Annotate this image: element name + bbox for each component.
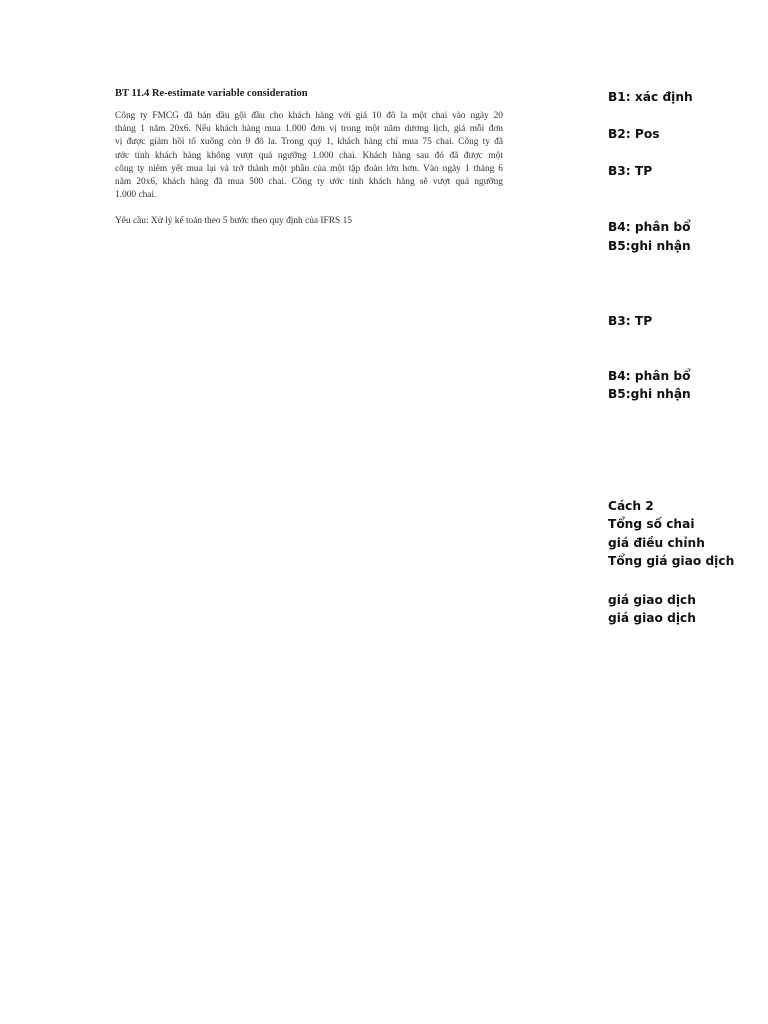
exercise-paragraph <box>115 110 503 202</box>
paragraph-line: ước tính khách hàng không vượt quá ngưỡng 1.000 chai. Khách hàng sau đó đã được một <box>115 150 503 161</box>
note-step-5: B5:ghi nhận <box>608 239 691 253</box>
paragraph-line: Công ty FMCG đã bán dầu gội đầu cho khách hàng với giá 10 đô la một chai vào ngày 20 <box>115 111 503 121</box>
note-transaction-price-2: giá giao dịch <box>608 611 696 625</box>
notes-column <box>608 0 735 1024</box>
note-step-4-second: B4: phân bổ <box>608 369 691 383</box>
paragraph-line: tháng 1 năm 20x6. Nếu khách hàng mua 1.000 đơn vị trong một năm dương lịch, giá mỗi đơn <box>115 124 503 135</box>
exercise-requirement: Yêu cầu: Xử lý kế toán theo 5 bước theo quy định của IFRS 15 <box>115 216 352 226</box>
note-step-4: B4: phân bổ <box>608 220 691 234</box>
note-method-2: Cách 2 <box>608 499 654 513</box>
note-step-5-second: B5:ghi nhận <box>608 387 691 401</box>
note-step-2: B2: Pos <box>608 127 660 141</box>
note-step-3-second: B3: TP <box>608 314 653 328</box>
paragraph-line: vị được giảm hồi tố xuống còn 9 đô la. Trong quý 1, khách hàng chỉ mua 75 chai. Công ty đã <box>115 137 503 148</box>
note-adjusted-price: giá điều chỉnh <box>608 536 705 550</box>
note-total-bottles: Tổng số chai <box>608 517 695 531</box>
paragraph-line: năm 20x6, khách hàng đã mua 500 chai. Công ty ước tính khách hàng sẽ vượt quá ngưỡng <box>115 177 503 188</box>
note-transaction-price-1: giá giao dịch <box>608 593 696 607</box>
paragraph-line: công ty niêm yết mua lại và trở thành một phần của một tập đoàn lớn hơn. Vào ngày 1 tháng 6 <box>115 163 503 174</box>
note-step-1: B1: xác định <box>608 90 693 104</box>
note-total-price: Tổng giá giao dịch <box>608 554 735 568</box>
exercise-title: BT 11.4 Re-estimate variable consideration <box>115 88 308 99</box>
note-step-3: B3: TP <box>608 164 653 178</box>
paragraph-line: 1.000 chai. <box>115 190 157 201</box>
